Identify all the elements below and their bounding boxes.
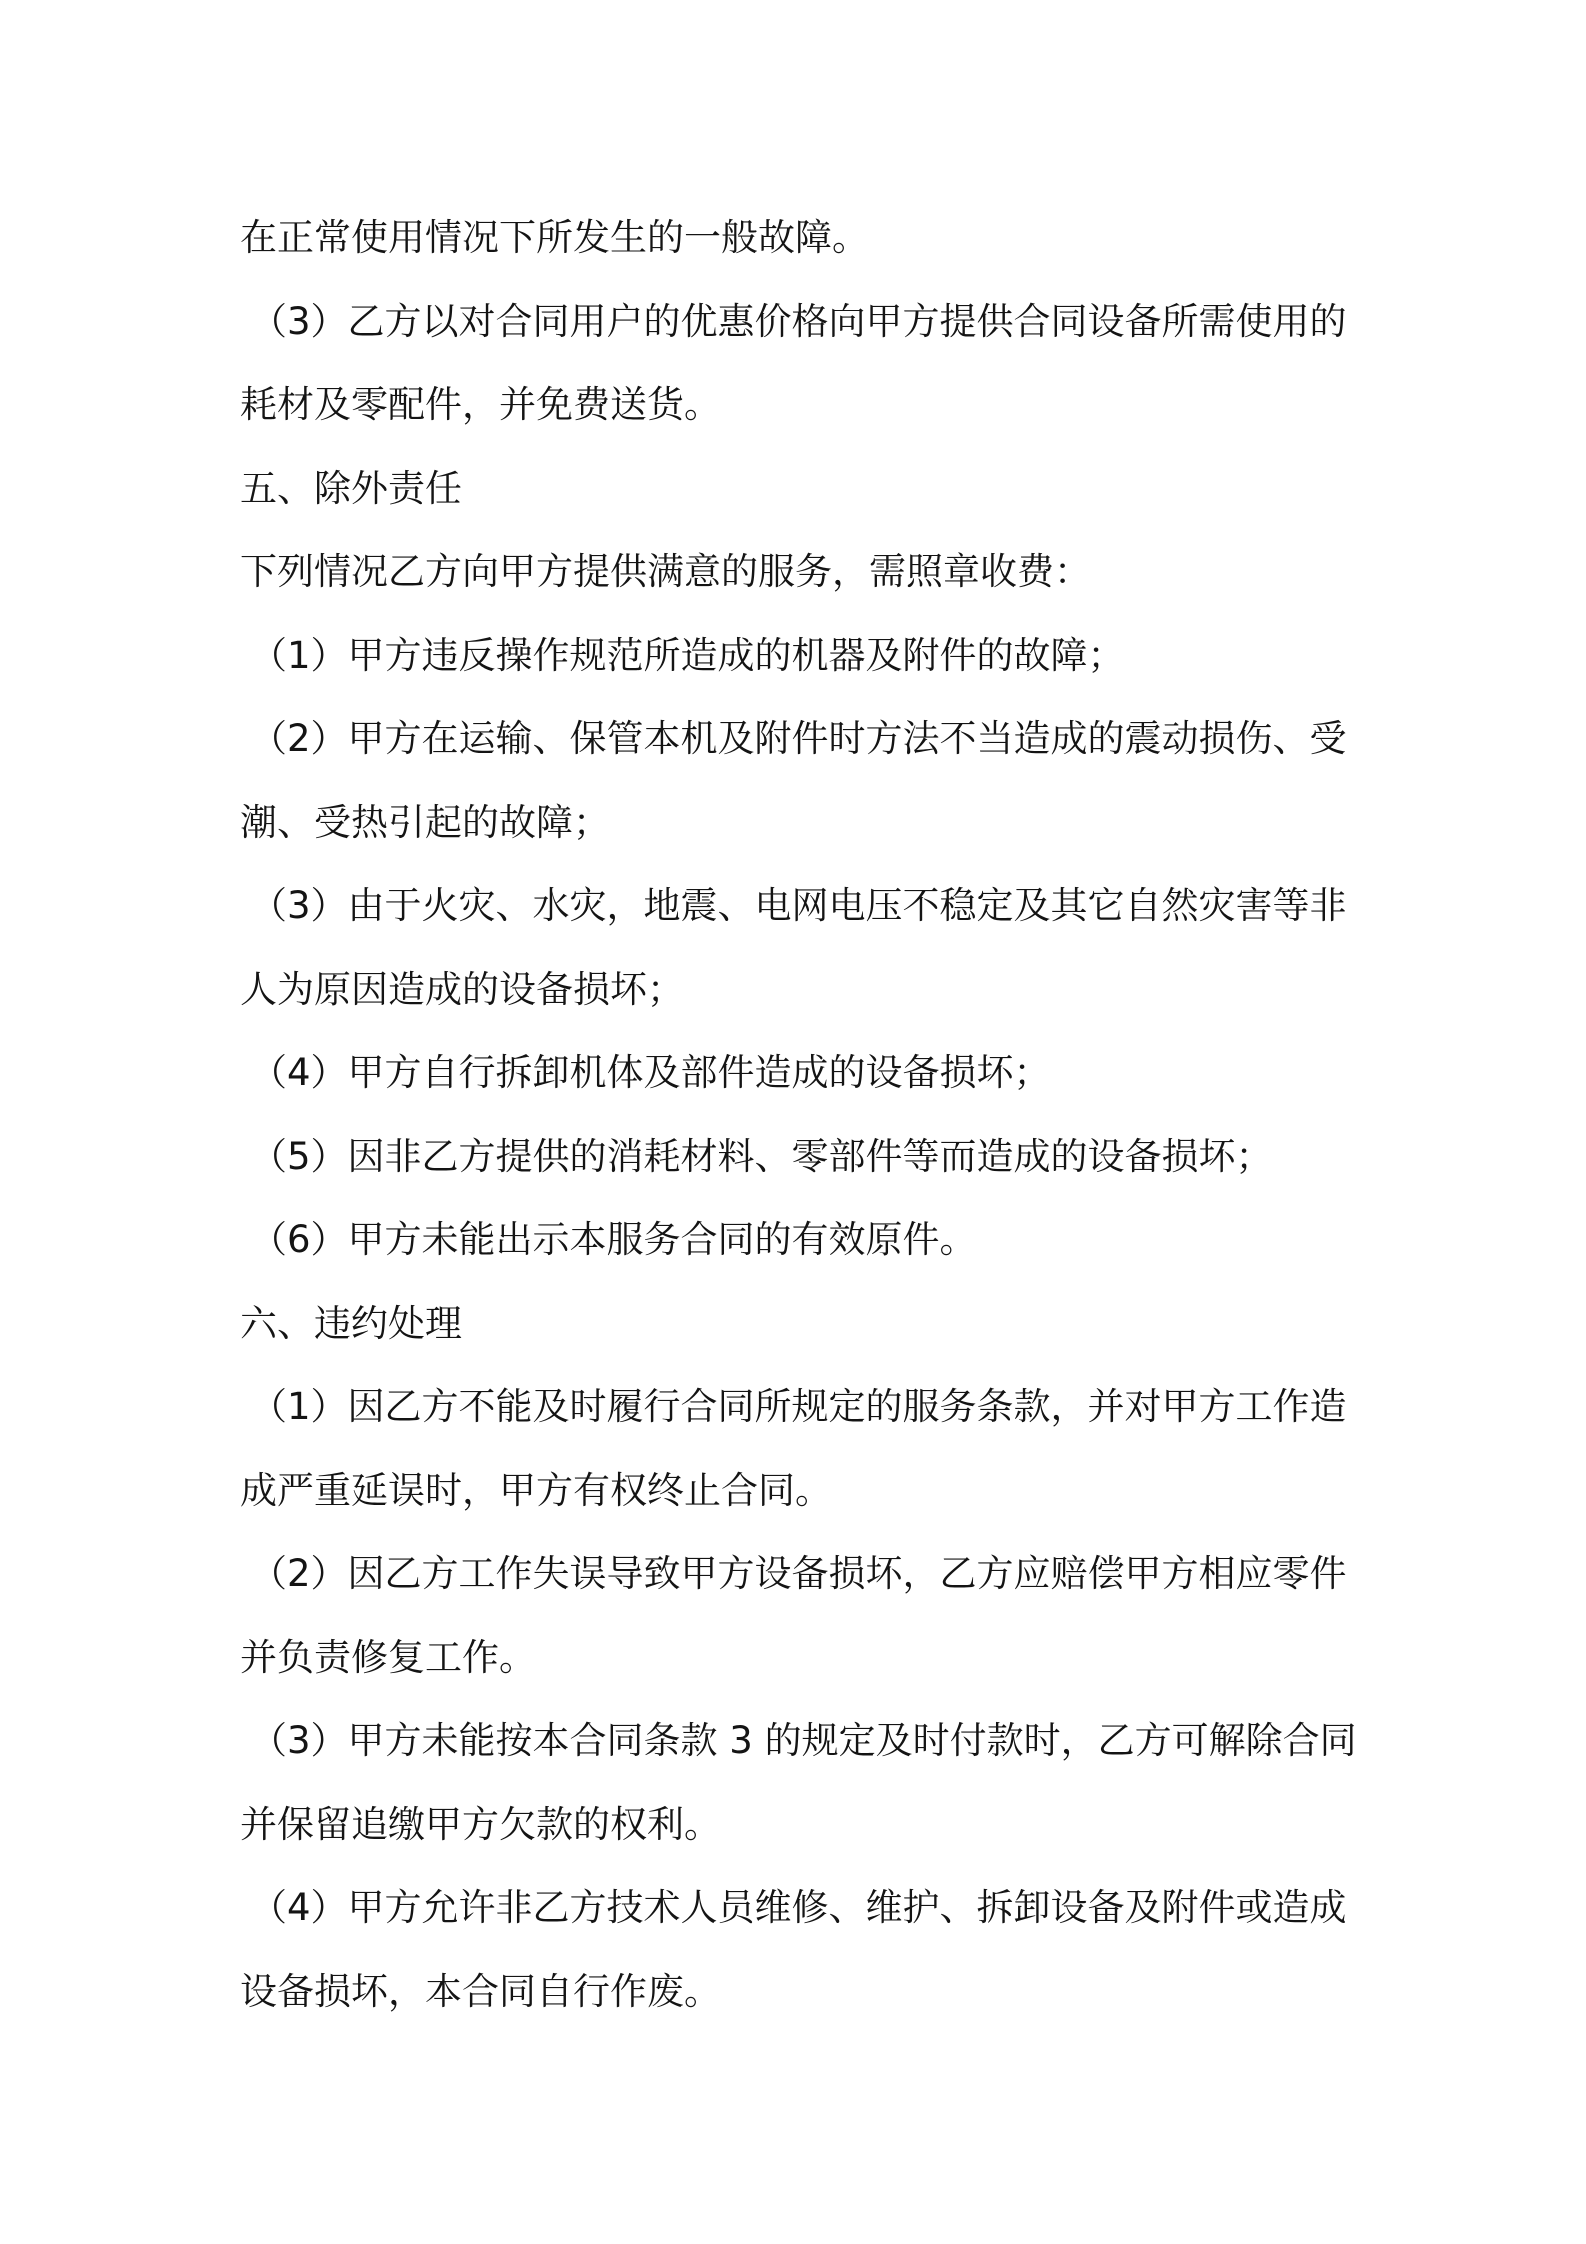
- text-line: （3）由于火灾、水灾，地震、电网电压不稳定及其它自然灾害等非: [250, 884, 1347, 927]
- text-line: （2）甲方在运输、保管本机及附件时方法不当造成的震动损伤、受: [250, 717, 1347, 760]
- text-line: 并保留追缴甲方欠款的权利。: [240, 1802, 721, 1846]
- text-line: 人为原因造成的设备损坏；: [240, 967, 684, 1011]
- text-line: （4）甲方允许非乙方技术人员维修、维护、拆卸设备及附件或造成: [250, 1886, 1347, 1929]
- text-line: 耗材及零配件，并免费送货。: [240, 383, 721, 426]
- text-line: 成严重延误时，甲方有权终止合同。: [240, 1468, 832, 1512]
- section-heading: 六、违约处理: [240, 1301, 462, 1345]
- text-line: （1）因乙方不能及时履行合同所规定的服务条款，并对甲方工作造: [250, 1385, 1347, 1428]
- text-line: （1）甲方违反操作规范所造成的机器及附件的故障；: [250, 633, 1125, 677]
- text-line: （3）乙方以对合同用户的优惠价格向甲方提供合同设备所需使用的: [250, 299, 1347, 343]
- text-line: 设备损坏，本合同自行作废。: [240, 1969, 721, 2013]
- text-line: （4）甲方自行拆卸机体及部件造成的设备损坏；: [250, 1051, 1051, 1094]
- document-body: [240, 196, 1360, 2033]
- text-line: 潮、受热引起的故障；: [240, 800, 610, 844]
- text-line: （5）因非乙方提供的消耗材料、零部件等而造成的设备损坏；: [250, 1134, 1273, 1178]
- section-heading: 五、除外责任: [240, 466, 462, 510]
- text-line: 在正常使用情况下所发生的一般故障。: [240, 216, 869, 259]
- text-line: 下列情况乙方向甲方提供满意的服务，需照章收费：: [240, 550, 1091, 593]
- text-line: 并负责修复工作。: [240, 1635, 536, 1679]
- text-line: （2）因乙方工作失误导致甲方设备损坏，乙方应赔偿甲方相应零件: [250, 1552, 1347, 1595]
- text-line: （3）甲方未能按本合同条款 3 的规定及时付款时，乙方可解除合同: [250, 1719, 1357, 1762]
- text-line: （6）甲方未能出示本服务合同的有效原件。: [250, 1218, 977, 1261]
